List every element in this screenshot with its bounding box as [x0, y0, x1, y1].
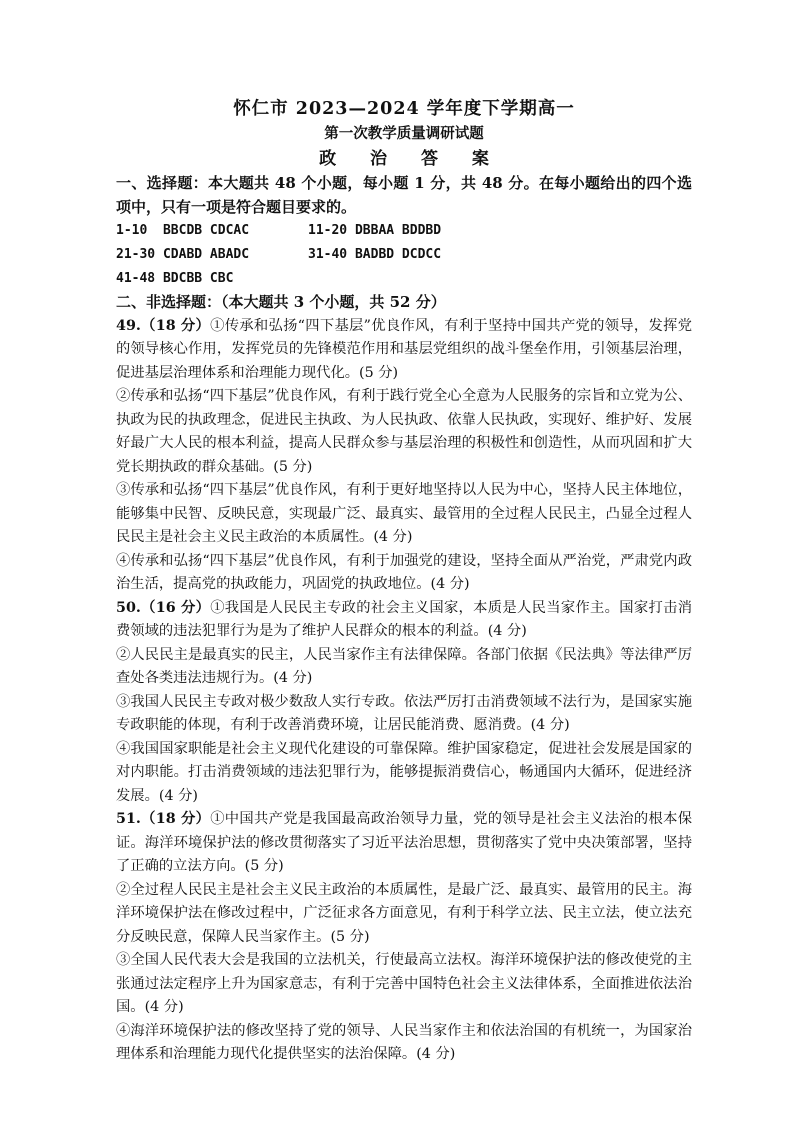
answer-sheet: [116, 96, 692, 1067]
answer-cell: 41-48 BDCBB CBC: [116, 271, 234, 286]
answer-paragraph: ③传承和弘扬“四下基层”优良作风，有利于更好地坚持以人民为中心，坚持人民主体地位，能够集中民智、反映民意，实现最广泛、最真实、最管用的全过程人民民主，凸显全过程人民民主是社会主义民主政治的本质属性。(4 分): [116, 482, 692, 545]
answer-row: [116, 219, 692, 243]
answer-paragraph: ④我国国家职能是社会主义现代化建设的可靠保障。维护国家稳定，促进社会发展是国家的对内职能。打击消费领域的违法犯罪行为，能够提振消费信心，畅通国内大循环，促进经济发展。(4 分): [116, 740, 692, 804]
doc-subtitle: 第一次教学质量调研试题: [324, 125, 484, 142]
answer-text: ①传承和弘扬“四下基层”优良作风，有利于坚持中国共产党的领导，发挥党的领导核心作用，发挥党员的先锋模范作用和基层党组织的战斗堡垒作用，引领基层治理，促进基层治理体系和治理能力现代化。(5 分): [116, 317, 692, 381]
question-50: [116, 597, 692, 809]
answer-paragraph: ④海洋环境保护法的修改坚持了党的领导、人民当家作主和依法治国的有机统一，为国家治理体系和治理能力现代化提供坚实的法治保障。(4 分): [116, 1022, 692, 1062]
question-number: 50.（16 分）: [116, 599, 211, 616]
answer-cell: 21-30 CDABD ABADC: [116, 247, 250, 262]
answer-paragraph: ②人民民主是最真实的民主，人民当家作主有法律保障。各部门依据《民法典》等法律严厉查处各类违法违规行为。(4 分): [116, 646, 692, 686]
answer-paragraph: ②传承和弘扬“四下基层”优良作风，有利于践行党全心全意为人民服务的宗旨和立党为公、执政为民的执政理念，促进民主执政、为人民执政、依靠人民执政，实现好、维护好、发展好最广大人民的根本利益，提高人民群众参与基层治理的积极性和创造性，从而巩固和扩大党长期执政的群众基础。(5 分): [116, 388, 692, 475]
answer-paragraph: ③全国人民代表大会是我国的立法机关，行使最高立法权。海洋环境保护法的修改使党的主张通过法定程序上升为国家意志，有利于完善中国特色社会主义法律体系，全面推进依法治国。(4 分): [116, 952, 692, 1015]
answer-cell: 31-40 BADBD DCDCC: [308, 247, 442, 262]
question-51: [116, 808, 692, 1067]
section2-heading: 二、非选择题：（本大题共 3 个小题，共 52 分）: [116, 293, 446, 311]
doc-title: 怀仁市 2023—2024 学年度下学期高一: [233, 99, 575, 119]
answer-paragraph: [116, 315, 692, 386]
answer-cell: 1-10 BBCDB CDCAC: [116, 223, 250, 238]
section1-heading: 一、选择题：本大题共 48 个小题，每小题 1 分，共 48 分。在每小题给出的四个选项中，只有一项是符合题目要求的。: [116, 174, 692, 216]
answer-paragraph: ②全过程人民民主是社会主义民主政治的本质属性，是最广泛、最真实、最管用的民主。海洋环境保护法在修改过程中，广泛征求各方面意见，有利于科学立法、民主立法，使立法充分反映民意，保障人民当家作主。(5 分): [116, 881, 692, 945]
answer-text: ①中国共产党是我国最高政治领导力量，党的领导是社会主义法治的根本保证。海洋环境保护法的修改贯彻落实了习近平法治思想，贯彻落实了党中央决策部署，坚持了正确的立法方向。(5 分): [116, 811, 692, 874]
answer-paragraph: [116, 808, 692, 879]
answer-paragraph: ④传承和弘扬“四下基层”优良作风，有利于加强党的建设，坚持全面从严治党，严肃党内政治生活，提高党的执政能力，巩固党的执政地位。(4 分): [116, 552, 692, 592]
answer-row: [116, 267, 692, 291]
question-49: [116, 315, 692, 597]
answer-paragraph: ③我国人民民主专政对极少数敌人实行专政。依法严厉打击消费领域不法行为，是国家实施专政职能的体现，有利于改善消费环境，让居民能消费、愿消费。(4 分): [116, 693, 692, 733]
answer-key: [116, 219, 692, 291]
answer-row: [116, 243, 692, 267]
answer-paragraph: [116, 597, 692, 644]
answer-cell: 11-20 DBBAA BDDBD: [308, 223, 442, 238]
answer-text: ①我国是人民民主专政的社会主义国家，本质是人民当家作主。国家打击消费领域的违法犯罪行为是为了维护人民群众的根本的利益。(4 分): [116, 599, 692, 639]
question-number: 51.（18 分）: [116, 811, 211, 827]
question-number: 49.（18 分）: [116, 317, 211, 334]
doc-heading: 政 治 答 案: [319, 149, 503, 169]
